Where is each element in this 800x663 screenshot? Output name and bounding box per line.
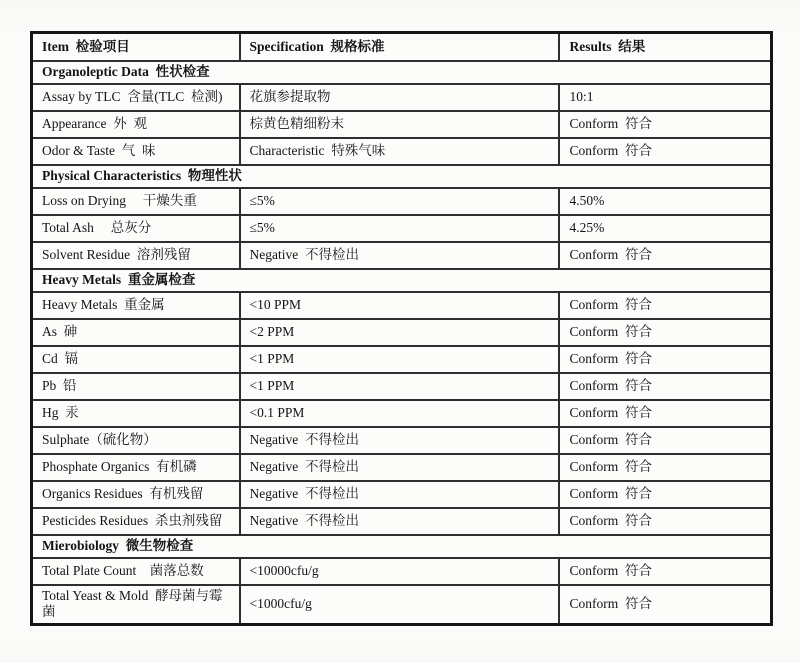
spec-cell: <1 PPM (240, 346, 559, 373)
result-cell: Conform 符合 (559, 454, 772, 481)
result-cell: Conform 符合 (559, 111, 772, 138)
table-row (32, 585, 772, 625)
result-cell: Conform 符合 (559, 373, 772, 400)
item-cell: Odor & Taste 气 味 (32, 138, 240, 165)
item-cell: Total Yeast & Mold 酵母菌与霉菌 (32, 585, 240, 625)
table-row (32, 215, 772, 242)
section-header-organoleptic-data (32, 61, 772, 84)
table-row (32, 346, 772, 373)
table-row (32, 400, 772, 427)
spec-cell: <10 PPM (240, 292, 559, 319)
result-cell: Conform 符合 (559, 400, 772, 427)
result-cell: Conform 符合 (559, 242, 772, 269)
spec-cell: Negative 不得检出 (240, 481, 559, 508)
item-cell: Solvent Residue 溶剂残留 (32, 242, 240, 269)
table-row (32, 558, 772, 585)
spec-cell: Negative 不得检出 (240, 427, 559, 454)
result-cell: Conform 符合 (559, 138, 772, 165)
section-title: Mierobiology 微生物检查 (32, 535, 772, 558)
spec-cell: Negative 不得检出 (240, 454, 559, 481)
coa-specification-table (30, 31, 773, 626)
item-cell: Sulphate（硫化物） (32, 427, 240, 454)
item-cell: Pb 铅 (32, 373, 240, 400)
item-cell: Cd 镉 (32, 346, 240, 373)
table-header-row (32, 33, 772, 62)
table-row (32, 427, 772, 454)
item-cell: Total Ash 总灰分 (32, 215, 240, 242)
result-cell: Conform 符合 (559, 292, 772, 319)
result-cell: Conform 符合 (559, 585, 772, 625)
spec-cell: Characteristic 特殊气味 (240, 138, 559, 165)
column-header-results: Results 结果 (559, 33, 772, 62)
table-row (32, 138, 772, 165)
table-row (32, 481, 772, 508)
table-row (32, 508, 772, 535)
table-row (32, 454, 772, 481)
section-title: Organoleptic Data 性状检查 (32, 61, 772, 84)
item-cell: Pesticides Residues 杀虫剂残留 (32, 508, 240, 535)
item-cell: Phosphate Organics 有机磷 (32, 454, 240, 481)
spec-cell: 棕黄色精细粉末 (240, 111, 559, 138)
result-cell: 4.50% (559, 188, 772, 215)
result-cell: Conform 符合 (559, 346, 772, 373)
spec-cell: Negative 不得检出 (240, 508, 559, 535)
table-row (32, 319, 772, 346)
table-row (32, 292, 772, 319)
spec-cell: 花旗参提取物 (240, 84, 559, 111)
section-header-heavy-metals (32, 269, 772, 292)
spec-cell: <2 PPM (240, 319, 559, 346)
section-header-microbiology (32, 535, 772, 558)
item-cell: Heavy Metals 重金属 (32, 292, 240, 319)
column-header-item: Item 检验项目 (32, 33, 240, 62)
column-header-specification: Specification 规格标准 (240, 33, 559, 62)
table-row (32, 242, 772, 269)
result-cell: Conform 符合 (559, 319, 772, 346)
table-row (32, 373, 772, 400)
spec-cell: Negative 不得检出 (240, 242, 559, 269)
result-cell: 10:1 (559, 84, 772, 111)
item-cell: Appearance 外 观 (32, 111, 240, 138)
item-cell: Hg 汞 (32, 400, 240, 427)
spec-cell: <1 PPM (240, 373, 559, 400)
item-cell: Assay by TLC 含量(TLC 检测) (32, 84, 240, 111)
spec-cell: <0.1 PPM (240, 400, 559, 427)
item-cell: Organics Residues 有机残留 (32, 481, 240, 508)
result-cell: Conform 符合 (559, 558, 772, 585)
result-cell: Conform 符合 (559, 508, 772, 535)
table-row (32, 111, 772, 138)
section-title: Heavy Metals 重金属检查 (32, 269, 772, 292)
section-header-physical-characteristics (32, 165, 772, 188)
table-row (32, 188, 772, 215)
result-cell: Conform 符合 (559, 427, 772, 454)
spec-cell: <1000cfu/g (240, 585, 559, 625)
result-cell: 4.25% (559, 215, 772, 242)
spec-cell: ≤5% (240, 215, 559, 242)
section-title: Physical Characteristics 物理性状 (32, 165, 772, 188)
table-row (32, 84, 772, 111)
spec-cell: ≤5% (240, 188, 559, 215)
spec-cell: <10000cfu/g (240, 558, 559, 585)
item-cell: Loss on Drying 干燥失重 (32, 188, 240, 215)
item-cell: As 砷 (32, 319, 240, 346)
item-cell: Total Plate Count 菌落总数 (32, 558, 240, 585)
result-cell: Conform 符合 (559, 481, 772, 508)
